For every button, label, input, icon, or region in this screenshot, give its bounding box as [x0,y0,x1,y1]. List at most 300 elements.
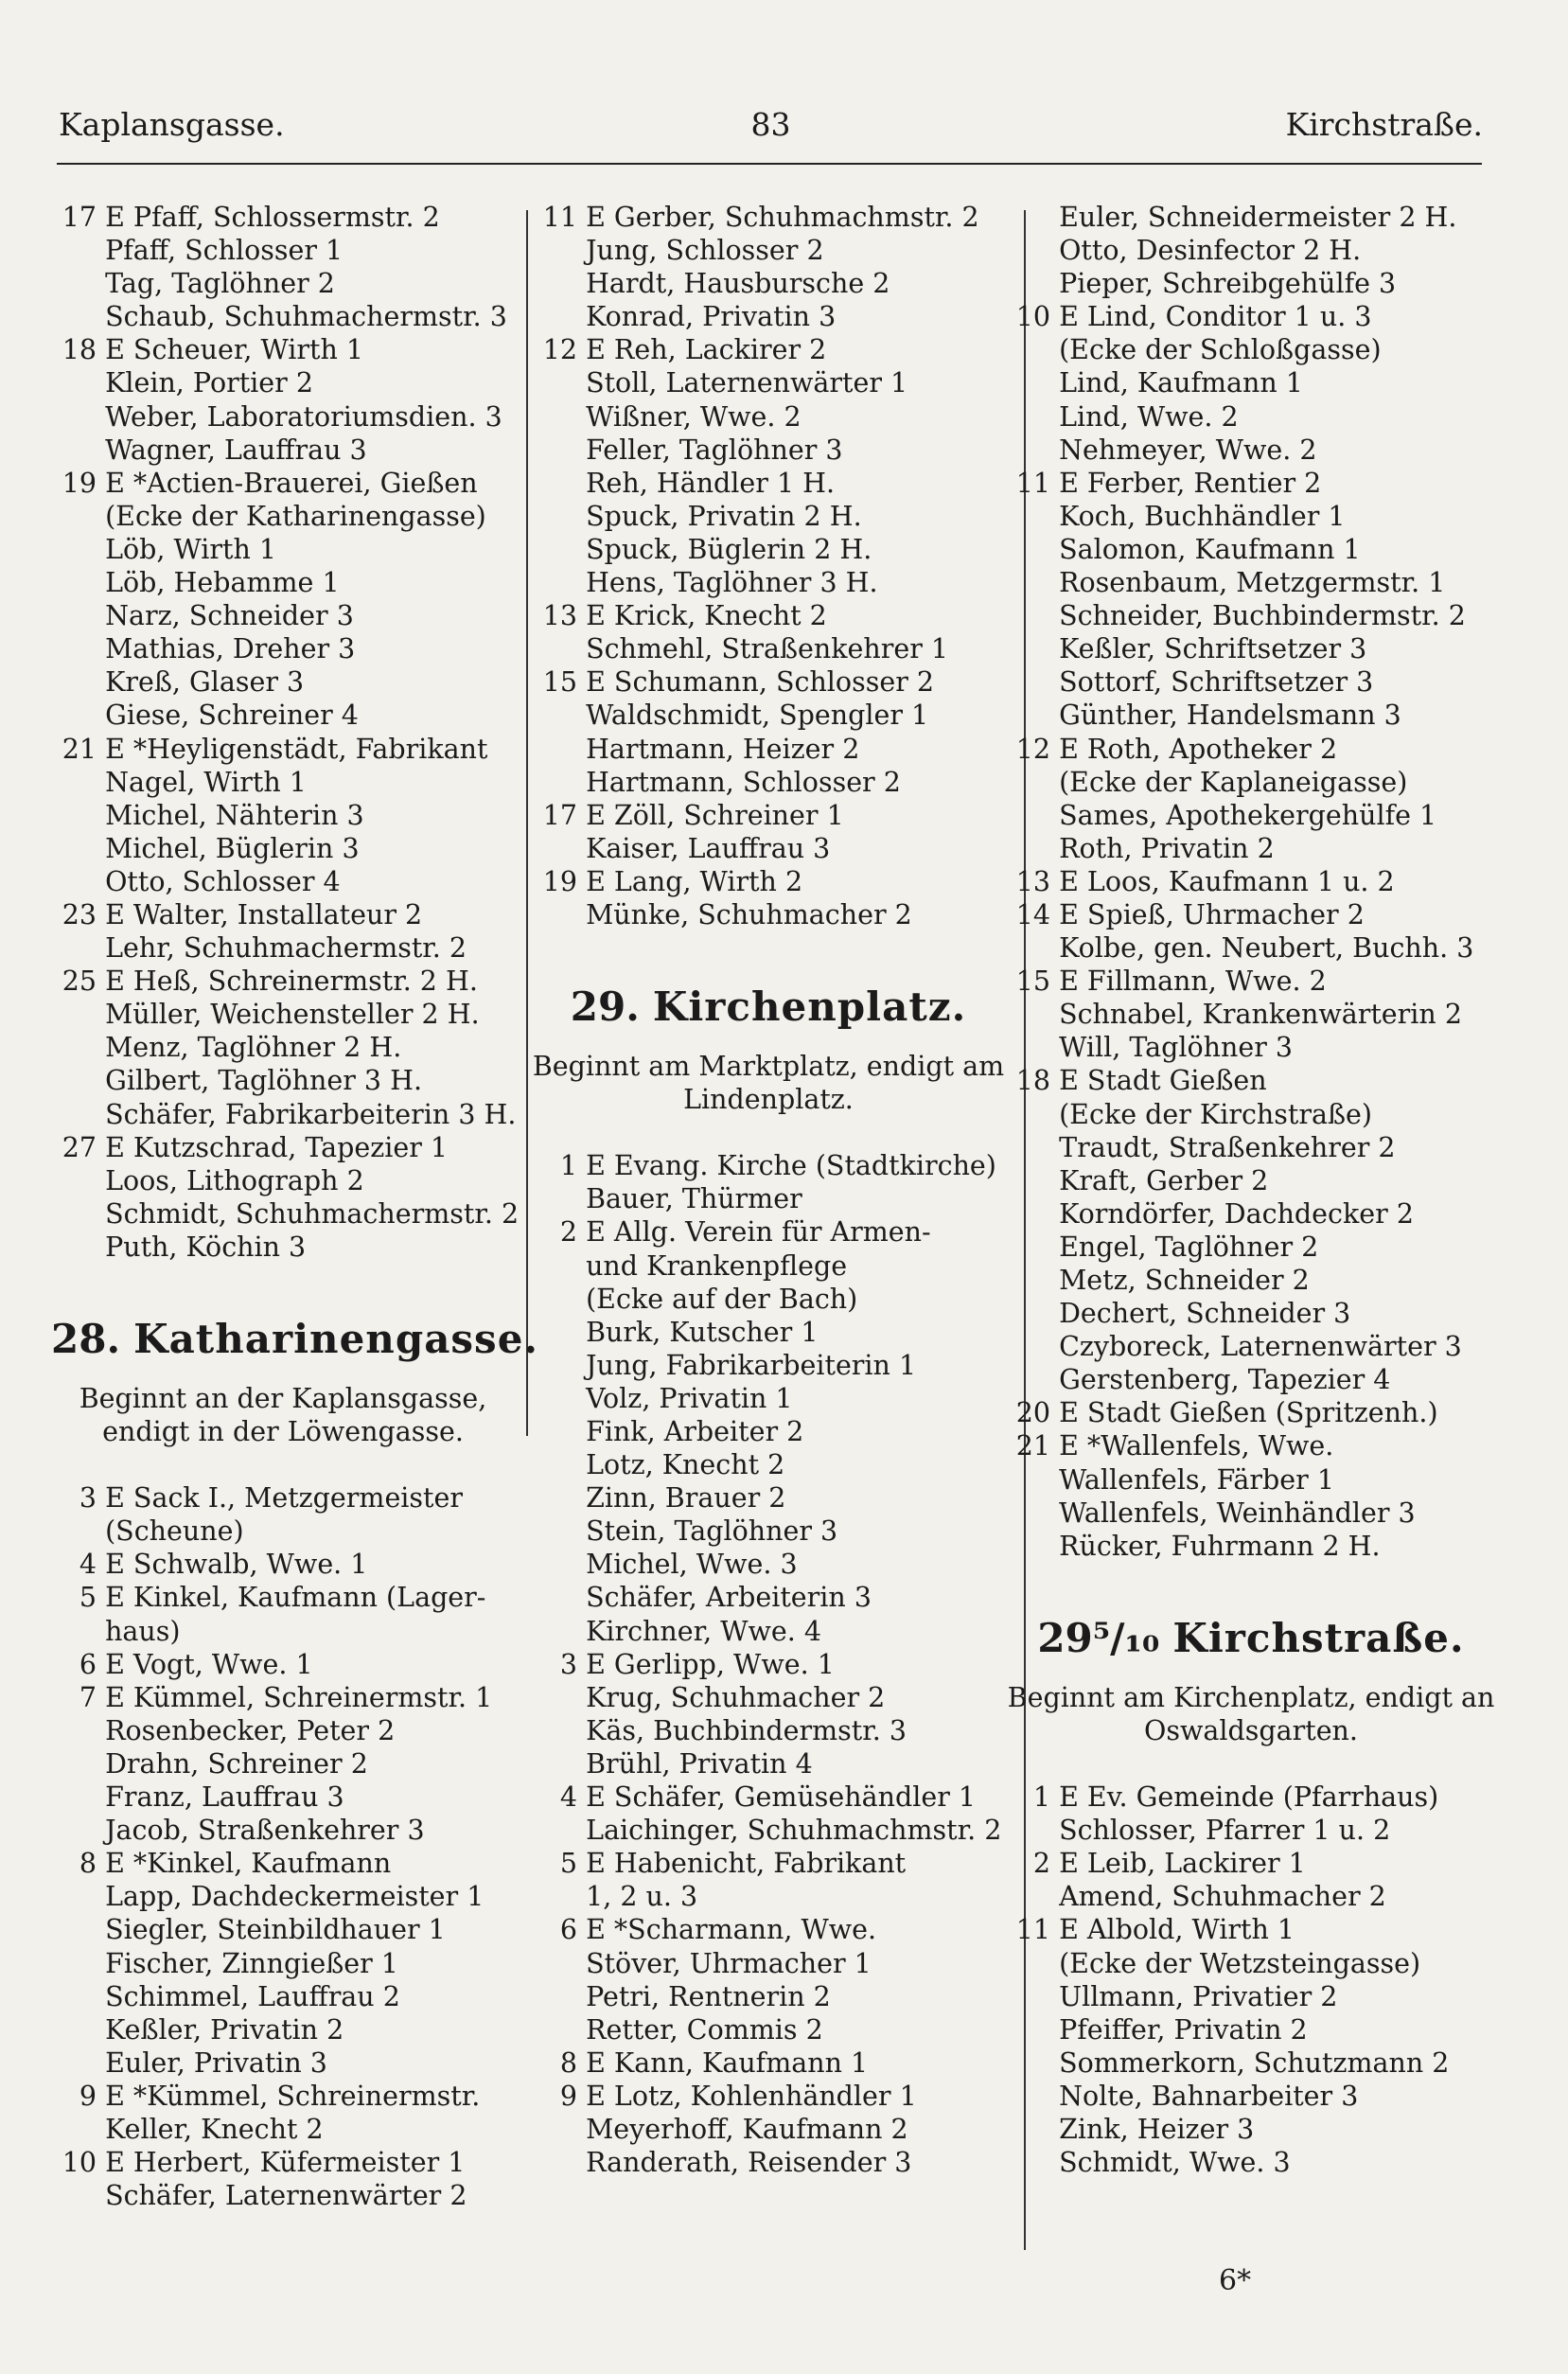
directory-entry [532,333,1005,366]
directory-entry [532,1415,1005,1448]
entry-text: E Pfaff, Schlossermstr. 2 [105,202,440,233]
directory-entry [1005,832,1497,865]
entry-text: Wagner, Lauffrau 3 [105,434,367,466]
entry-text: E Stadt Gießen (Spritzenh.) [1059,1397,1438,1429]
house-number: 13 [542,600,577,632]
directory-entry [532,467,1005,500]
entry-text: Sommerkorn, Schutzmann 2 [1059,2046,1450,2079]
entry-text: Koch, Buchhändler 1 [1059,500,1346,532]
entry-text: Schneider, Buchbindermstr. 2 [1059,600,1466,632]
spacer [1005,1563,1497,1596]
entry-text: 1, 2 u. 3 [586,1881,698,1913]
directory-entry [532,1615,1005,1648]
directory-entry [1005,1363,1497,1396]
directory-entry [1005,1530,1497,1563]
entry-text: E Fillmann, Wwe. 2 [1059,966,1327,998]
directory-entry [51,2146,515,2179]
page-header [59,106,1483,153]
entry-text: Lotz, Knecht 2 [586,1449,785,1481]
entry-text: E Reh, Lackirer 2 [586,334,827,366]
street-name: Kirchstraße. [1172,1614,1465,1661]
entry-text: Spuck, Büglerin 2 H. [586,533,872,565]
entry-text: Stöver, Uhrmacher 1 [586,1947,872,1979]
directory-entry [532,599,1005,632]
house-number: 8 [79,1848,97,1880]
entry-text: Kreß, Glaser 3 [105,666,305,699]
house-number: 3 [79,1482,97,1515]
directory-entry [51,1814,515,1847]
entry-text: Kaiser, Lauffrau 3 [586,832,831,864]
street-name: Katharinengasse. [133,1316,539,1362]
entry-text: E Walter, Installateur 2 [105,898,423,930]
directory-entry [532,632,1005,665]
header-rule [57,163,1482,165]
entry-text: Loos, Lithograph 2 [105,1164,364,1196]
entry-text: Rücker, Fuhrmann 2 H. [1059,1530,1381,1562]
house-number: 8 [559,2046,577,2079]
directory-entry [51,2179,515,2212]
entry-text: E Evang. Kirche (Stadtkirche) [586,1150,996,1182]
entry-text: (Scheune) [105,1515,244,1548]
entry-text: E Kutzschrad, Tapezier 1 [105,1131,449,1163]
directory-entry [532,2080,1005,2113]
entry-text: Fink, Arbeiter 2 [586,1416,804,1447]
directory-entry [51,1980,515,2013]
directory-entry [1005,1164,1497,1197]
directory-entry [1005,1396,1497,1429]
entry-text: Volz, Privatin 1 [586,1382,793,1414]
entry-text: Schnabel, Krankenwärterin 2 [1059,999,1462,1031]
directory-entry [532,799,1005,832]
directory-entry [51,1197,520,1231]
directory-entry [51,799,515,832]
directory-entry [1005,2080,1497,2113]
directory-entry [1005,965,1497,998]
directory-entry [532,1780,1005,1814]
house-number: 6 [79,1648,97,1680]
directory-entry [51,1615,515,1648]
entry-text: E Schäfer, Gemüsehändler 1 [586,1781,977,1814]
directory-entry [51,434,515,467]
directory-entry [1005,1131,1497,1164]
entry-text: Michel, Nähterin 3 [105,799,364,831]
entry-text: Otto, Schlosser 4 [105,865,341,897]
directory-entry [51,1164,515,1197]
directory-entry [532,2113,1005,2146]
directory-entry [51,566,515,599]
street-description: Beginnt an der Kaplansgasse, endigt in der Löwengasse. [79,1383,487,1448]
house-number: 7 [79,1681,97,1713]
directory-entry [51,1131,515,1164]
directory-entry [51,1581,515,1614]
directory-entry [532,1747,1005,1780]
entry-text: E Krick, Knecht 2 [586,600,827,632]
directory-entry [532,1515,1005,1548]
directory-entry [1005,1847,1497,1880]
directory-entry [51,998,515,1031]
entry-text: Münke, Schuhmacher 2 [586,898,912,930]
running-head-left: Kaplansgasse. [59,106,285,143]
entry-text: Will, Taglöhner 3 [1059,1032,1294,1064]
directory-entry [532,434,1005,467]
house-number: 21 [1015,1430,1050,1462]
entry-text: Otto, Desinfector 2 H. [1059,235,1362,267]
directory-entry [1005,2046,1497,2080]
street-heading [1005,1596,1497,1681]
entry-text: E *Kümmel, Schreinermstr. [105,2080,481,2112]
directory-entry [51,234,515,267]
directory-entry [51,2080,515,2113]
directory-entry [532,201,1005,234]
directory-entry [532,566,1005,599]
directory-entry [1005,766,1497,799]
directory-entry [51,1947,515,1980]
directory-entry [532,1182,1005,1215]
entry-text: E Ev. Gemeinde (Pfarrhaus) [1059,1781,1439,1814]
directory-entry [532,2146,1005,2179]
directory-entry [532,832,1005,865]
house-number: 13 [1015,865,1050,897]
entry-text: E Albold, Wirth 1 [1059,1914,1295,1946]
entry-text: E Stadt Gießen [1059,1065,1267,1097]
entry-text: Nehmeyer, Wwe. 2 [1059,434,1317,466]
entry-text: E *Actien-Brauerei, Gießen [105,467,478,499]
directory-entry [1005,300,1497,333]
entry-text: Kraft, Gerber 2 [1059,1164,1269,1196]
entry-text: E Ferber, Rentier 2 [1059,467,1322,499]
directory-entry [532,665,1005,699]
directory-entry [1005,1098,1497,1131]
directory-entry [51,1780,515,1814]
directory-entry [51,500,515,533]
directory-entry [51,632,515,665]
house-number: 19 [62,467,97,499]
directory-entry [1005,1264,1497,1297]
entry-text: Pfaff, Schlosser 1 [105,235,344,267]
directory-entry [51,1098,515,1131]
directory-entry [532,267,1005,300]
directory-entry [532,1648,1005,1681]
directory-entry [532,1481,1005,1515]
entry-text: Nagel, Wirth 1 [105,766,307,798]
directory-entry [532,1913,1005,1946]
entry-text: (Ecke der Schloßgasse) [1059,334,1382,366]
entry-text: Stoll, Laternenwärter 1 [586,367,908,399]
street-name: Kirchenplatz. [652,983,967,1031]
directory-entry [1005,1780,1497,1814]
directory-entry [532,400,1005,434]
directory-entry [532,500,1005,533]
entry-text: E Herbert, Küfermeister 1 [105,2147,466,2179]
spacer [1005,1747,1497,1780]
directory-entry [532,1847,1005,1880]
entry-text: Amend, Schuhmacher 2 [1059,1881,1386,1913]
entry-text: Giese, Schreiner 4 [105,700,359,732]
directory-entry [1005,1197,1497,1231]
entry-text: Franz, Lauffrau 3 [105,1781,344,1814]
house-number: 11 [1015,467,1050,499]
entry-text: E Kinkel, Kaufmann (Lager- [105,1582,486,1614]
entry-text: Sottorf, Schriftsetzer 3 [1059,666,1374,699]
entry-text: Michel, Wwe. 3 [586,1549,798,1581]
house-number: 17 [542,799,577,831]
entry-text: Sames, Apothekergehülfe 1 [1059,799,1437,831]
entry-text: Hens, Taglöhner 3 H. [586,567,878,599]
entry-text: Löb, Wirth 1 [105,533,277,565]
entry-text: Waldschmidt, Spengler 1 [586,700,929,732]
directory-entry [1005,366,1497,399]
house-number: 3 [559,1648,577,1680]
entry-text: Euler, Schneidermeister 2 H. [1059,202,1457,233]
entry-text: Käs, Buchbindermstr. 3 [586,1714,907,1746]
entry-text: Klein, Portier 2 [105,367,313,399]
directory-entry [1005,1947,1497,1980]
entry-text: E *Scharmann, Wwe. [586,1914,877,1946]
entry-text: E Zöll, Schreiner 1 [586,799,844,831]
entry-text: (Ecke der Kaplaneigasse) [1059,766,1408,798]
entry-text: Konrad, Privatin 3 [586,301,837,333]
entry-text: Schäfer, Fabrikarbeiterin 3 H. [105,1098,517,1130]
directory-entry [1005,599,1497,632]
directory-entry [51,2113,515,2146]
directory-entry [51,1064,515,1097]
directory-entry [51,467,515,500]
entry-text: Meyerhoff, Kaufmann 2 [586,2113,908,2145]
house-number: 4 [559,1781,577,1814]
entry-text: Löb, Hebamme 1 [105,567,340,599]
directory-entry [51,2046,515,2080]
directory-entry [1005,865,1497,898]
directory-entry [532,898,1005,931]
directory-entry [1005,1429,1497,1462]
entry-text: Roth, Privatin 2 [1059,832,1275,864]
directory-entry [1005,799,1497,832]
directory-entry [532,1814,1005,1847]
directory-entry [51,965,515,998]
directory-entry [1005,500,1497,533]
directory-entry [51,533,515,566]
entry-text: Schlosser, Pfarrer 1 u. 2 [1059,1815,1391,1847]
directory-entry [1005,2113,1497,2146]
house-number: 10 [62,2147,97,2179]
directory-entry [532,1249,1005,1283]
entry-text: Rosenbaum, Metzgermstr. 1 [1059,567,1446,599]
entry-text: Schäfer, Laternenwärter 2 [105,2180,467,2212]
page-number: 83 [750,106,791,143]
entry-text: Keller, Knecht 2 [105,2113,324,2145]
entry-text: E Lind, Conditor 1 u. 3 [1059,301,1372,333]
entry-text: Lapp, Dachdeckermeister 1 [105,1881,484,1913]
directory-entry [51,733,515,766]
house-number: 18 [1015,1065,1050,1097]
entry-text: Lind, Wwe. 2 [1059,400,1239,433]
entry-text: Burk, Kutscher 1 [586,1316,819,1348]
entry-text: Petri, Rentnerin 2 [586,1980,831,2012]
entry-text: Drahn, Schreiner 2 [105,1747,368,1780]
entry-text: Zink, Heizer 3 [1059,2113,1255,2145]
house-number: 12 [1015,733,1050,765]
entry-text: E Sack I., Metzgermeister [105,1482,463,1515]
house-number: 2 [1032,1848,1050,1880]
directory-entry [51,931,515,965]
entry-text: Fischer, Zinngießer 1 [105,1947,398,1979]
entry-text: Schmidt, Schuhmachermstr. 2 [105,1197,520,1230]
directory-entry [1005,1880,1497,1913]
directory-entry [51,400,515,434]
entry-text: Puth, Köchin 3 [105,1231,307,1263]
entry-text: E Lotz, Kohlenhändler 1 [586,2080,917,2112]
entry-text: Zinn, Brauer 2 [586,1482,786,1515]
entry-text: E Schwalb, Wwe. 1 [105,1549,368,1581]
entry-text: E Roth, Apotheker 2 [1059,733,1338,765]
entry-text: Jung, Fabrikarbeiterin 1 [586,1349,917,1381]
column-2 [532,201,1005,2179]
spacer [51,1264,515,1297]
directory-entry [532,766,1005,799]
entry-text: Keßler, Privatin 2 [105,2013,344,2046]
entry-text: Gilbert, Taglöhner 3 H. [105,1065,423,1097]
entry-text: (Ecke der Wetzsteingasse) [1059,1947,1421,1979]
directory-entry [532,533,1005,566]
entry-text: Gerstenberg, Tapezier 4 [1059,1364,1391,1396]
entry-text: Tag, Taglöhner 2 [105,268,335,300]
directory-entry [532,1382,1005,1415]
street-number: 28. [51,1316,121,1362]
entry-text: Reh, Händler 1 H. [586,467,836,499]
entry-text: Schmehl, Straßenkehrer 1 [586,633,949,665]
entry-text: Metz, Schneider 2 [1059,1265,1310,1296]
directory-entry [1005,1980,1497,2013]
directory-entry [51,898,515,931]
entry-text: Günther, Handelsmann 3 [1059,700,1401,732]
directory-entry [532,366,1005,399]
entry-text: Michel, Büglerin 3 [105,832,360,864]
directory-entry [532,2013,1005,2046]
entry-text: Rosenbecker, Peter 2 [105,1714,396,1746]
directory-entry [51,1847,515,1880]
entry-text: Schimmel, Lauffrau 2 [105,1980,400,2012]
entry-text: (Ecke der Katharinengasse) [105,500,486,532]
directory-entry [532,1349,1005,1382]
entry-text: E *Wallenfels, Wwe. [1059,1430,1334,1462]
spacer [51,1448,515,1481]
entry-text: E Allg. Verein für Armen- [586,1216,931,1249]
street-description: Beginnt am Marktplatz, endigt am Lindenplatz. [532,1051,1005,1116]
house-number: 23 [62,898,97,930]
directory-entry [532,1316,1005,1349]
directory-entry [1005,267,1497,300]
directory-entry [532,1581,1005,1614]
house-number: 5 [79,1582,97,1614]
entry-text: Wallenfels, Färber 1 [1059,1463,1334,1496]
entry-text: Laichinger, Schuhmachmstr. 2 [586,1815,1002,1847]
directory-entry [51,267,515,300]
street-heading [532,965,1005,1050]
directory-entry [51,1714,515,1747]
entry-text: E Spieß, Uhrmacher 2 [1059,898,1365,930]
column-divider-left [526,210,528,1436]
entry-text: Schmidt, Wwe. 3 [1059,2147,1291,2179]
entry-text: Keßler, Schriftsetzer 3 [1059,633,1367,665]
directory-entry [532,1947,1005,1980]
directory-entry [1005,400,1497,434]
directory-entry [1005,699,1497,732]
house-number: 1 [1032,1781,1050,1814]
directory-entry [1005,1031,1497,1064]
directory-entry [532,865,1005,898]
entry-text: Euler, Privatin 3 [105,2046,327,2079]
entry-text: E Gerber, Schuhmachmstr. 2 [586,202,979,233]
house-number: 27 [62,1131,97,1163]
entry-text: Ullmann, Privatier 2 [1059,1980,1338,2012]
directory-entry [1005,467,1497,500]
entry-text: Brühl, Privatin 4 [586,1747,813,1780]
house-number: 18 [62,334,97,366]
entry-text: E *Heyligenstädt, Fabrikant [105,733,488,765]
directory-entry [1005,1330,1497,1363]
street-heading [51,1297,539,1382]
entry-text: Hartmann, Heizer 2 [586,733,860,765]
column-3 [1005,201,1497,2179]
directory-entry [1005,201,1497,234]
entry-text: Mathias, Dreher 3 [105,633,356,665]
house-number: 4 [79,1549,97,1581]
directory-entry [51,1880,515,1913]
entry-text: E Schumann, Schlosser 2 [586,666,935,699]
entry-text: Lehr, Schuhmachermstr. 2 [105,932,467,965]
directory-entry [532,1149,1005,1182]
directory-entry [532,1880,1005,1913]
directory-entry [51,1648,515,1681]
entry-text: E Loos, Kaufmann 1 u. 2 [1059,865,1395,897]
directory-entry [51,865,515,898]
directory-entry [1005,333,1497,366]
house-number: 15 [542,666,577,699]
directory-entry [532,1548,1005,1581]
running-head-right: Kirchstraße. [1285,106,1483,143]
entry-text: Dechert, Schneider 3 [1059,1298,1351,1330]
directory-entry [1005,1231,1497,1264]
entry-text: Traudt, Straßenkehrer 2 [1059,1131,1396,1163]
house-number: 11 [542,202,577,233]
directory-entry [51,201,515,234]
directory-entry [51,1548,515,1581]
street-number: 29⁵/₁₀ [1037,1614,1160,1661]
directory-entry [1005,998,1497,1031]
directory-entry [1005,1497,1497,1530]
entry-text: Pieper, Schreibgehülfe 3 [1059,268,1397,300]
entry-text: Randerath, Reisender 3 [586,2147,912,2179]
entry-text: Czyboreck, Laternenwärter 3 [1059,1331,1462,1363]
directory-entry [51,766,515,799]
directory-entry [1005,434,1497,467]
directory-entry [532,1714,1005,1747]
street-number: 29. [570,983,640,1031]
house-number: 1 [559,1150,577,1182]
house-number: 2 [559,1216,577,1249]
directory-entry [532,699,1005,732]
directory-entry [1005,234,1497,267]
entry-text: Wallenfels, Weinhändler 3 [1059,1497,1416,1529]
entry-text: Narz, Schneider 3 [105,600,354,632]
house-number: 11 [1015,1914,1050,1946]
entry-text: Kirchner, Wwe. 4 [586,1615,822,1647]
entry-text: E Habenicht, Fabrikant [586,1848,907,1880]
directory-entry [51,665,515,699]
entry-text: Pfeiffer, Privatin 2 [1059,2013,1308,2046]
directory-entry [51,300,515,333]
entry-text: E Scheuer, Wirth 1 [105,334,363,366]
